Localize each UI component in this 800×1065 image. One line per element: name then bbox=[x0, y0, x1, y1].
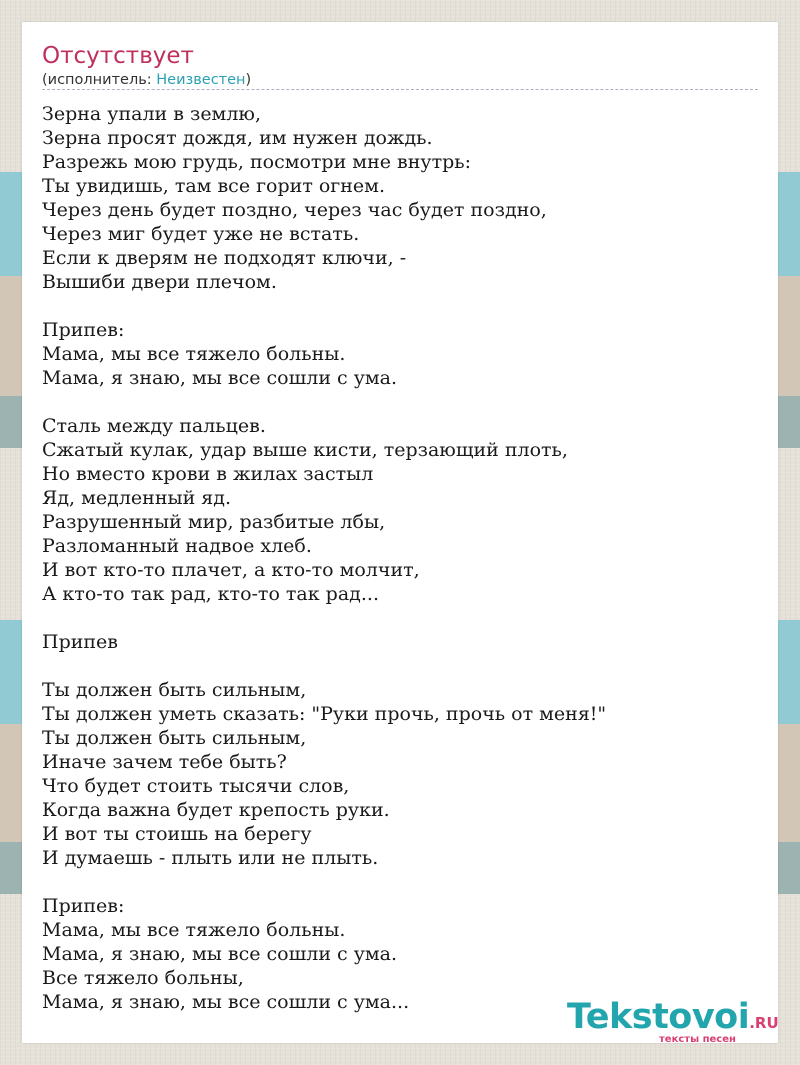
lyrics-line: И вот кто-то плачет, а кто-то молчит, bbox=[42, 559, 420, 581]
lyrics-line: Разрушенный мир, разбитые лбы, bbox=[42, 511, 386, 533]
lyrics-line: Иначе зачем тебе быть? bbox=[42, 751, 287, 773]
lyrics-line: Припев: bbox=[42, 319, 125, 341]
lyrics-blank-line bbox=[42, 294, 606, 318]
artist-prefix: (исполнитель: bbox=[42, 72, 157, 88]
lyrics-line: Если к дверям не подходят ключи, - bbox=[42, 247, 407, 269]
lyrics-blank-line bbox=[42, 870, 606, 894]
lyrics-line: Разломанный надвое хлеб. bbox=[42, 535, 312, 557]
lyrics-line: Мама, мы все тяжело больны. bbox=[42, 343, 346, 365]
lyrics-line: Через миг будет уже не встать. bbox=[42, 223, 360, 245]
lyrics-line: Разрежь мою грудь, посмотри мне внутрь: bbox=[42, 151, 471, 173]
lyrics-line: Сжатый кулак, удар выше кисти, терзающий плоть, bbox=[42, 439, 568, 461]
artist-line bbox=[42, 71, 251, 89]
lyrics-line: А кто-то так рад, кто-то так рад... bbox=[42, 583, 379, 605]
lyrics-line: Сталь между пальцев. bbox=[42, 415, 266, 437]
lyrics-line: Мама, я знаю, мы все сошли с ума. bbox=[42, 367, 398, 389]
lyrics-line: Мама, я знаю, мы все сошли с ума. bbox=[42, 943, 398, 965]
lyrics-line: Зерна упали в землю, bbox=[42, 103, 261, 125]
lyrics-line: Мама, мы все тяжело больны. bbox=[42, 919, 346, 941]
logo-tld: .RU bbox=[749, 1014, 779, 1032]
lyrics-line: Припев: bbox=[42, 895, 125, 917]
lyrics-line: Ты должен быть сильным, bbox=[42, 727, 307, 749]
lyrics-line: Ты должен быть сильным, bbox=[42, 679, 307, 701]
lyrics-line: Ты должен уметь сказать: "Руки прочь, прочь от меня!" bbox=[42, 703, 607, 725]
lyrics-line: Когда важна будет крепость руки. bbox=[42, 799, 390, 821]
lyrics-line: Все тяжело больны, bbox=[42, 967, 244, 989]
lyrics-line: И думаешь - плыть или не плыть. bbox=[42, 847, 379, 869]
lyrics-blank-line bbox=[42, 606, 606, 630]
lyrics-line: Ты увидишь, там все горит огнем. bbox=[42, 175, 385, 197]
lyrics-blank-line bbox=[42, 654, 606, 678]
lyrics-line: Яд, медленный яд. bbox=[42, 487, 232, 509]
title-divider bbox=[42, 89, 758, 90]
lyrics-line: Но вместо крови в жилах застыл bbox=[42, 463, 374, 485]
lyrics-text bbox=[42, 102, 606, 1014]
lyrics-line: Зерна просят дождя, им нужен дождь. bbox=[42, 127, 433, 149]
site-logo[interactable] bbox=[567, 997, 779, 1045]
lyrics-line: Вышиби двери плечом. bbox=[42, 271, 277, 293]
logo-tagline: тексты песен bbox=[659, 1034, 736, 1045]
lyrics-line: Через день будет поздно, через час будет поздно, bbox=[42, 199, 547, 221]
lyrics-line: Что будет стоить тысячи слов, bbox=[42, 775, 350, 797]
lyrics-line: Мама, я знаю, мы все сошли с ума... bbox=[42, 991, 410, 1013]
logo-name: Tekstovoi bbox=[567, 997, 750, 1037]
lyrics-blank-line bbox=[42, 390, 606, 414]
artist-suffix: ) bbox=[245, 72, 252, 88]
artist-link[interactable]: Неизвестен bbox=[156, 72, 246, 88]
song-title: Отсутствует bbox=[42, 43, 194, 69]
lyrics-line: И вот ты стоишь на берегу bbox=[42, 823, 312, 845]
lyrics-line: Припев bbox=[42, 631, 118, 653]
lyrics-card bbox=[22, 22, 778, 1043]
